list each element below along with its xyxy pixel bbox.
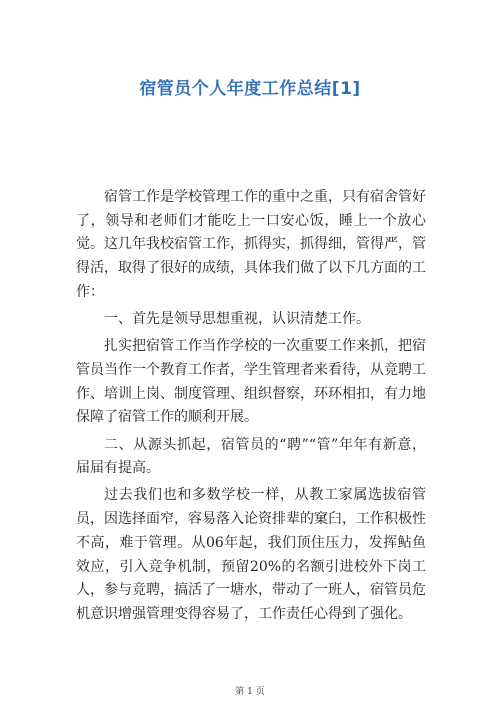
document-body <box>76 186 426 630</box>
paragraph: 扎实把宿管工作当作学校的一次重要工作来抓，把宿管员当作一个教育工作者，学生管理者来看待，从竞聘工作、培训上岗、制度管理、组织督察，环环相扣，有力地保障了宿管工作的顺利开展。 <box>76 338 426 426</box>
document-title: 宿管员个人年度工作总结[1] <box>139 79 361 99</box>
paragraph: 过去我们也和多数学校一样，从教工家属选拔宿管员，因选择面窄，容易落入论资排辈的窠臼，工作积极性不高，难于管理。从06年起，我们顶住压力，发挥鲇鱼效应，引入竞争机制，预留20%的名额引进校外下岗工人，参与竞聘，搞活了一塘水，带动了一班人，宿管员危机意识增强管理变得容易了，工作责任心得到了强化。 <box>76 487 426 622</box>
page-number: 第 1 页 <box>235 687 265 697</box>
paragraph: 二、从源头抓起，宿管员的“聘”“管”年年有新意，届届有提高。 <box>76 436 426 477</box>
paragraph: 宿管工作是学校管理工作的重中之重，只有宿舍管好了，领导和老师们才能吃上一口安心饭，睡上一个放心觉。这几年我校宿管工作，抓得实，抓得细，管得严，管得活，取得了很好的成绩，具体我们做了以下几方面的工作： <box>76 189 426 300</box>
paragraph: 一、首先是领导思想重视，认识清楚工作。 <box>104 311 370 328</box>
